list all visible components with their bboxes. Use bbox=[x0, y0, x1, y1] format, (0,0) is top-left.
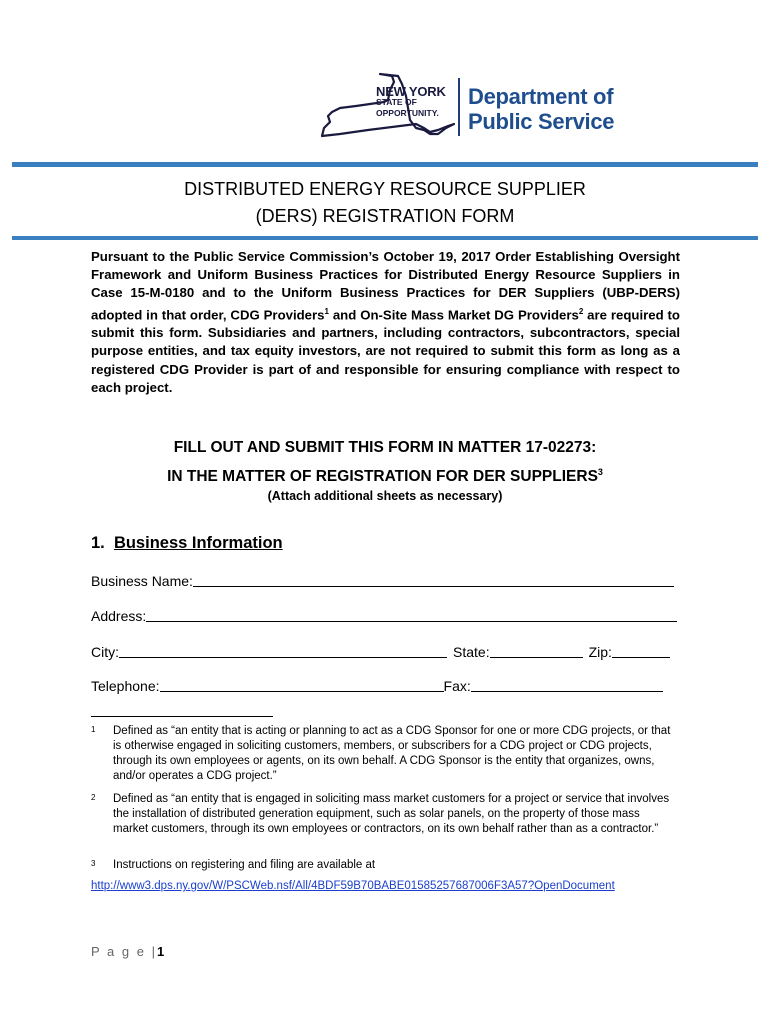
attach-sheets-note: (Attach additional sheets as necessary) bbox=[267, 489, 503, 503]
business-name-row bbox=[91, 572, 674, 589]
zip-label: Zip: bbox=[588, 644, 612, 660]
logo-line-opportunity: OPPORTUNITY. bbox=[376, 108, 439, 118]
city-field[interactable] bbox=[119, 643, 447, 658]
footnote-2 bbox=[91, 792, 676, 837]
dept-line-2: Public Service bbox=[468, 109, 615, 134]
footnote-2-text: Defined as “an entity that is engaged in soliciting mass market customers for a project or service that involves the installation of distributed generation equipment, such as solar panels, on the property of those mass market customers, through its own employees or contractors, on its own behalf rather than as a contractor.” bbox=[113, 793, 670, 835]
header-rule-bottom bbox=[12, 236, 758, 240]
intro-paragraph bbox=[91, 248, 680, 397]
instructions-line-1: FILL OUT AND SUBMIT THIS FORM IN MATTER 17-02273: bbox=[173, 439, 597, 456]
department-logo-text bbox=[468, 84, 614, 134]
section-heading-business-information bbox=[91, 534, 283, 553]
page-number: 1 bbox=[156, 944, 165, 959]
form-title-line-2: (DERS) REGISTRATION FORM bbox=[255, 206, 515, 226]
city-label: City: bbox=[91, 644, 119, 660]
instructions-line-2: IN THE MATTER OF REGISTRATION FOR DER SUPPLIERS bbox=[167, 468, 598, 486]
state-field[interactable] bbox=[490, 643, 583, 658]
section-title: Business Information bbox=[113, 534, 283, 552]
page-label: P a g e | bbox=[91, 944, 157, 959]
footnote-1-number: 1 bbox=[91, 725, 96, 734]
footnote-3 bbox=[91, 858, 676, 873]
logo-line-state-of: STATE OF bbox=[376, 97, 417, 107]
ny-state-logo-text bbox=[376, 86, 446, 119]
address-row bbox=[91, 607, 677, 624]
city-state-zip-row bbox=[91, 643, 670, 660]
footnote-3-number: 3 bbox=[91, 859, 96, 868]
telephone-fax-row bbox=[91, 677, 663, 694]
fax-label: Fax: bbox=[443, 678, 471, 694]
telephone-label: Telephone: bbox=[91, 678, 160, 694]
footnote-1-text: Defined as “an entity that is acting or planning to act as a CDG Sponsor for one or more CDG projects, or that is otherwise engaged in soliciting customers, members, or subscribers for a CDG project or CDG projects, through its own employees or agents, on its own behalf. A CDG Sponsor is the entity that organizes, owns, and/or operates a CDG project.” bbox=[113, 725, 671, 782]
footnote-3-text: Instructions on registering and filing are available at bbox=[113, 859, 376, 871]
intro-part-2: and On-Site Mass Market DG Providers bbox=[328, 307, 579, 322]
instructions-line-2-wrap bbox=[0, 460, 770, 489]
logo-divider bbox=[458, 78, 460, 136]
registration-instructions-link[interactable]: http://www3.dps.ny.gov/W/PSCWeb.nsf/All/4BDF59B70BABE01585257687006F3A57?OpenDocument bbox=[91, 880, 615, 892]
telephone-field[interactable] bbox=[160, 677, 444, 692]
footnote-1 bbox=[91, 724, 676, 784]
form-title bbox=[0, 176, 770, 230]
submission-instructions-heading bbox=[0, 436, 770, 489]
logo-line-new-york: NEW YORK bbox=[376, 84, 446, 99]
intro-part-1: Pursuant to the Public Service Commission’s October 19, 2017 Order Establishing Oversight Framework and Uniform Business Practices for Distributed Energy Resource Suppliers in Case 15-M-0180 and to the Uniform Business Practices for DER Suppliers (UBP-DERS) adopted in that order, CDG Providers bbox=[91, 249, 680, 322]
page-footer bbox=[91, 944, 164, 959]
footnote-ref-1: 1 bbox=[324, 306, 329, 316]
business-name-label: Business Name: bbox=[91, 573, 193, 589]
header-rule-top bbox=[12, 162, 758, 167]
footnote-ref-3: 3 bbox=[597, 467, 603, 477]
state-label: State: bbox=[453, 644, 490, 660]
dept-line-1: Department of bbox=[468, 84, 614, 109]
form-title-line-1: DISTRIBUTED ENERGY RESOURCE SUPPLIER bbox=[184, 179, 586, 199]
section-number: 1. bbox=[91, 534, 105, 552]
fax-field[interactable] bbox=[471, 677, 663, 692]
intro-part-3: are required to submit this form. Subsidiaries and partners, including contractors, subcontractors, special purpose entities, and tax equity investors, are not required to submit this form as long as a registered CDG Provider is part of and responsible for ensuring compliance with respect to each project. bbox=[91, 307, 680, 395]
business-name-field[interactable] bbox=[193, 572, 674, 587]
footnote-ref-2: 2 bbox=[578, 306, 584, 316]
address-field[interactable] bbox=[146, 607, 677, 622]
zip-field[interactable] bbox=[612, 643, 670, 658]
address-label: Address: bbox=[91, 608, 147, 624]
footnote-separator bbox=[91, 716, 273, 717]
footnote-2-number: 2 bbox=[91, 793, 96, 802]
